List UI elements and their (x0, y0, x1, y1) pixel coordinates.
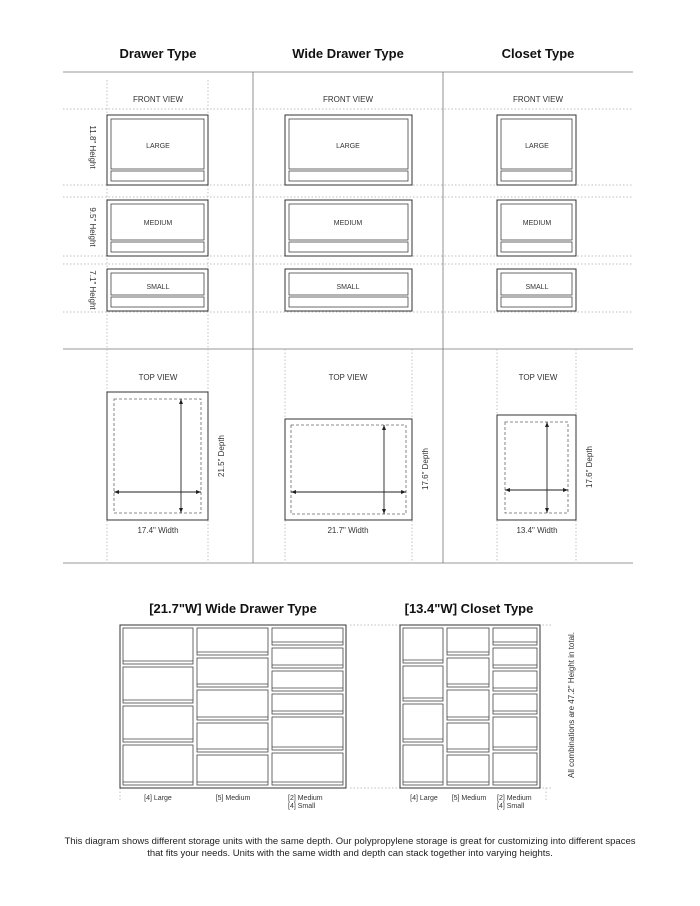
svg-text:MEDIUM: MEDIUM (522, 220, 552, 227)
header-drawer-type: Drawer Type (119, 46, 197, 61)
caption-text: This diagram shows different storage units with the same depth. Our polypropylene storage is great for customizing into different spaces that fits your needs. Units with the same width and depth can stack together into varying heights. (64, 836, 636, 859)
drawer-front-medium (107, 200, 208, 256)
drawer-top-view (107, 392, 208, 520)
closet-front-medium (497, 200, 576, 256)
front-view-label-closet: FRONT VIEW (512, 95, 564, 104)
svg-text:SMALL: SMALL (336, 284, 360, 291)
top-view-label-wide: TOP VIEW (328, 373, 368, 382)
height-label-large: 11.8" Height (88, 125, 97, 169)
width-label-drawer: 17.4" Width (137, 526, 179, 535)
wide-front-small (285, 269, 412, 311)
wide-front-large (285, 115, 412, 185)
closet-col-mixed-label-2: [4] Small (497, 803, 525, 810)
wide-col-large-label: [4] Large (144, 795, 172, 802)
depth-label-closet: 17.6" Depth (585, 446, 594, 488)
width-label-closet: 13.4" Width (516, 526, 558, 535)
closet-front-small (497, 269, 576, 311)
drawer-front-small (107, 269, 208, 311)
wide-col-mixed-label-1: [2] Medium (288, 795, 323, 802)
closet-col-large-label: [4] Large (410, 795, 438, 802)
width-label-wide: 21.7" Width (327, 526, 369, 535)
height-label-medium: 9.5" Height (88, 207, 97, 247)
total-height-label: All combinations are 47.2" Height in total. (567, 631, 576, 779)
closet-col-mixed-label-1: [2] Medium (497, 795, 532, 802)
svg-text:LARGE: LARGE (336, 143, 360, 150)
svg-text:LARGE: LARGE (146, 143, 170, 150)
closet-combo-title: [13.4"W] Closet Type (404, 601, 534, 616)
header-wide-drawer-type: Wide Drawer Type (292, 46, 404, 61)
depth-label-drawer: 21.5" Depth (217, 435, 226, 477)
svg-text:SMALL: SMALL (525, 284, 549, 291)
top-view-label-drawer: TOP VIEW (138, 373, 178, 382)
svg-text:SMALL: SMALL (146, 284, 170, 291)
wide-front-medium (285, 200, 412, 256)
height-label-small: 7.1" Height (88, 270, 97, 310)
wide-combo-stacks (120, 625, 346, 788)
closet-front-large (497, 115, 576, 185)
closet-top-view (497, 415, 576, 520)
front-view-label-wide: FRONT VIEW (322, 95, 374, 104)
wide-combo-title: [21.7"W] Wide Drawer Type (149, 601, 317, 616)
depth-label-wide: 17.6" Depth (421, 448, 430, 490)
svg-text:MEDIUM: MEDIUM (143, 220, 173, 227)
wide-col-mixed-label-2: [4] Small (288, 803, 316, 810)
svg-text:MEDIUM: MEDIUM (333, 220, 363, 227)
closet-col-medium-label: [5] Medium (451, 795, 487, 802)
svg-text:LARGE: LARGE (525, 143, 549, 150)
header-closet-type: Closet Type (501, 46, 575, 61)
closet-combo-stacks (400, 625, 540, 788)
wide-col-medium-label: [5] Medium (215, 795, 251, 802)
wide-top-view (285, 419, 412, 520)
front-view-label-drawer: FRONT VIEW (132, 95, 184, 104)
drawer-front-large (107, 115, 208, 185)
top-view-label-closet: TOP VIEW (518, 373, 558, 382)
